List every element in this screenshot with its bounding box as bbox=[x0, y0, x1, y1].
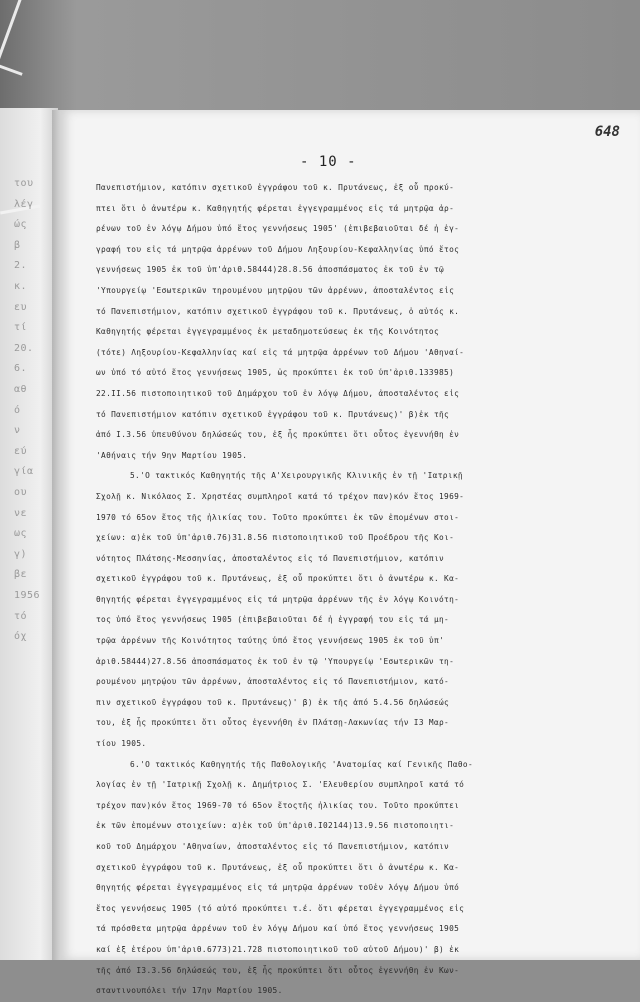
text-line: Καθηγητής φέρεται ἐγγεγραμμένος ἐκ μεταδημοτεύσεως ἐκ τῆς Κοινότητος bbox=[96, 327, 439, 337]
text-line: ων ὑπό τό αὐτό ἔτος γεννήσεως 1905, ὡς προκύπτει ἐκ τοῦ ὑπ'ἀριθ.133985) bbox=[96, 368, 455, 378]
bleed-fragment: τό bbox=[14, 610, 28, 622]
bleed-fragment: β bbox=[14, 239, 21, 251]
text-line: 5.'Ο τακτικός Καθηγητής τῆς Α'Χειρουργικῆς Κλινικῆς ἐν τῇ 'Ιατρικῇ bbox=[130, 471, 463, 481]
text-line: 6.'Ο τακτικός Καθηγητής τῆς Παθολογικῆς 'Ανατομίας καί Γενικῆς Παθο- bbox=[130, 759, 473, 769]
bleed-fragment: 6. bbox=[14, 363, 28, 375]
text-line: Σχολῇ κ. Νικόλαος Σ. Χρηστέας συμπληροῖ κατά τό τρέχον παν)κόν ἔτος 1969- bbox=[96, 491, 465, 501]
text-line: σταντινουπόλει τήν 17ην Μαρτίου 1905. bbox=[96, 986, 283, 996]
bleed-fragment: ν bbox=[14, 425, 21, 437]
text-line: ρένων τοῦ ἐν λόγῳ Δήμου ὑπό ἔτος γεννήσεως 1905' (ἐπιβεβαιοῦται δέ ἡ ἐγ- bbox=[96, 224, 460, 234]
bleed-fragment: βε bbox=[14, 569, 28, 581]
text-line: τίου 1905. bbox=[96, 739, 147, 749]
text-line: (τότε) Ληξουρίου-Κεφαλληνίας καί εἰς τά μητρῷα ἀρρένων τοῦ Δήμου 'Αθηναί- bbox=[96, 347, 465, 357]
text-line: ἀριθ.58444)27.8.56 ἀποσπάσματος ἐκ τοῦ ἐν τῷ 'Υπουργείῳ 'Εσωτερικῶν τη- bbox=[96, 656, 455, 666]
text-line: πιν σχετικοῦ ἐγγράφου τοῦ κ. Πρυτάνεως)' β) ἐκ τῆς ἀπό 5.4.56 δηλώσεώς bbox=[96, 697, 450, 707]
text-line: ἐκ τῶν ἑπομένων στοιχείων: α)ἐκ τοῦ ὑπ'ἀριθ.I02144)13.9.56 πιστοποιητι- bbox=[96, 821, 455, 831]
bleed-fragment: τί bbox=[14, 322, 28, 334]
bleed-fragment: 1956 bbox=[14, 590, 41, 601]
page-number: - 10 - bbox=[300, 154, 357, 170]
bleed-fragment: λέγ bbox=[14, 198, 34, 210]
text-line: τρῷα ἀρρένων τῆς Κοινότητος ταύτης ὑπό ἔτος γεννήσεως 1905 ἐκ τοῦ ὑπ' bbox=[96, 636, 445, 646]
document-page bbox=[60, 110, 640, 996]
text-line: κοῦ τοῦ Δημάρχου 'Αθηναίων, ἀποσταλέντος εἰς τό Πανεπιστήμιον, κατόπιν bbox=[96, 842, 450, 851]
text-line: σχετικοῦ ἐγγράφου τοῦ κ. Πρυτάνεως, ἐξ οὗ προκύπτει ὅτι ὁ ἀνωτέρω κ. Κα- bbox=[96, 574, 460, 584]
text-line: θηγητής φέρεται ἐγγεγραμμένος εἰς τά μητρῷα ἀρρένων τῆς ἐν λόγῳ Κοινότη- bbox=[96, 594, 460, 604]
bleed-fragment: του bbox=[14, 178, 34, 189]
text-line: Πανεπιστήμιον, κατόπιν σχετικοῦ ἐγγράφου τοῦ κ. Πρυτάνεως, ἐξ οὗ προκύ- bbox=[96, 183, 455, 192]
bleed-fragment: ου bbox=[14, 487, 28, 498]
text-line: τος ὑπό ἔτος γεννήσεως 1905 (ἐπιβεβαιοῦται δέ ἡ ἐγγραφή του εἰς τά μη- bbox=[96, 615, 450, 625]
text-line: ρουμένου μητρῴου τῶν ἀρρένων, ἀποσταλέντος εἰς τό Πανεπιστήμιον, κατό- bbox=[96, 677, 450, 687]
text-line: πτει ὅτι ὁ ἀνωτέρω κ. Καθηγητής φέρεται ἐγγεγραμμένος εἰς τά μητρῷα ἀρ- bbox=[96, 203, 455, 213]
document-body bbox=[96, 178, 626, 1002]
text-line: τρέχον παν)κόν ἔτος 1969-70 τό 65ον ἔτοςτῆς ἡλικίας του. Τοῦτο προκύπτει bbox=[96, 800, 460, 810]
text-line: λογίας ἐν τῇ 'Ιατρικῇ Σχολῇ κ. Δημήτριος Σ. 'Ελευθερίου συμπληροῖ κατά τό bbox=[96, 780, 465, 790]
text-line: 22.II.56 πιστοποιητικοῦ τοῦ Δημάρχου τοῦ ἐν λόγῳ Δήμου, ἀποσταλέντος εἰς bbox=[96, 388, 460, 398]
text-line: ἀπό I.3.56 ὑπευθύνου δηλώσεώς του, ἐξ ἧς προκύπτει ὅτι οὗτος ἐγεννήθη ἐν bbox=[96, 430, 460, 440]
text-line: τό Πανεπιστήμιον κατόπιν σχετικοῦ ἐγγράφου τοῦ κ. Πρυτάνεως)' β)ἐκ τῆς bbox=[96, 409, 450, 419]
text-line: χείων: α)ἐκ τοῦ ὑπ'ἀριθ.76)31.8.56 πιστοποιητικοῦ τοῦ Προέδρου τῆς Κοι- bbox=[96, 533, 455, 543]
text-line: ἔτος γεννήσεως 1905 (τό αὐτό προκύπτει τ.έ. ὅτι φέρεται ἐγγεγραμμένος εἰς bbox=[96, 903, 465, 913]
bleed-fragment: όχ bbox=[14, 631, 28, 643]
bleed-fragment: γ) bbox=[14, 548, 28, 560]
bleed-fragment: ώς bbox=[14, 219, 28, 231]
bleed-fragment: 2. bbox=[14, 260, 28, 272]
handwritten-page-mark: 648 bbox=[594, 124, 620, 140]
bleed-fragment: ευ bbox=[14, 301, 28, 313]
text-line: 1970 τό 65ον ἔτος τῆς ἡλικίας του. Τοῦτο προκύπτει ἐκ τῶν ἑπομένων στοι- bbox=[96, 512, 460, 522]
text-line: τό Πανεπιστήμιον, κατόπιν σχετικοῦ ἐγγράφου τοῦ κ. Πρυτάνεως, ὁ αὐτός κ. bbox=[96, 306, 460, 316]
text-line: 'Αθήναις τήν 9ην Μαρτίου 1905. bbox=[96, 450, 248, 460]
bleed-fragment: γία bbox=[14, 466, 34, 478]
text-line: καί ἐξ ἑτέρου ὑπ'ἀριθ.6773)21.728 πιστοποιητικοῦ τοῦ αὐτοῦ Δήμου)' β) ἐκ bbox=[96, 944, 460, 954]
bleed-fragment: νε bbox=[14, 507, 28, 519]
text-line: νότητος Πλάτσης-Μεσσηνίας, ἀποσταλέντος εἰς τό Πανεπιστήμιον, κατόπιν bbox=[96, 553, 445, 563]
text-line: γραφή του εἰς τά μητρῷα ἀρρένων τοῦ Δήμου Ληξουρίου-Κεφαλληνίας ὑπό ἔτος bbox=[96, 244, 460, 254]
bleed-fragment: κ. bbox=[14, 281, 28, 292]
text-line: τῆς ἀπό I3.3.56 δηλώσεώς του, ἐξ ἧς προκύπτει ὅτι οὗτος ἐγεννήθη ἐν Κων- bbox=[96, 965, 460, 975]
bleed-fragment: αθ bbox=[14, 384, 28, 395]
text-line: τά πρόσθετα μητρῷα ἀρρένων τοῦ ἐν λόγῳ Δήμου καί ὑπό ἔτος γεννήσεως 1905 bbox=[96, 924, 460, 934]
bleed-fragment: 20. bbox=[14, 342, 34, 354]
text-line: θηγητής φέρεται ἐγγεγραμμένος εἰς τά μητρῷα ἀρρένων τοῦἐν λόγῳ Δήμου ὑπό bbox=[96, 883, 460, 893]
text-line: σχετικοῦ ἐγγράφου τοῦ κ. Πρυτάνεως, ἐξ οὗ προκύπτει ὅτι ὁ ἀνωτέρω κ. Κα- bbox=[96, 862, 460, 872]
left-facing-page bbox=[0, 108, 58, 960]
text-line: 'Υπουργείῳ 'Εσωτερικῶν τηρουμένου μητρῷου τῶν ἀρρένων, ἀποσταλέντος εἰς bbox=[96, 285, 455, 295]
bleed-fragment: ως bbox=[14, 528, 28, 540]
text-line: γεννήσεως 1905 ἐκ τοῦ ὑπ'ἀριθ.58444)28.8.56 ἀποσπάσματος ἐκ τοῦ ἐν τῷ bbox=[96, 265, 445, 275]
bleed-fragment: εύ bbox=[14, 445, 28, 457]
text-line: του, ἐξ ἧς προκύπτει ὅτι οὗτος ἐγεννήθη ἐν Πλάτσῃ-Λακωνίας τήν I3 Μαρ- bbox=[96, 718, 450, 728]
bleed-fragment: ό bbox=[14, 404, 21, 416]
